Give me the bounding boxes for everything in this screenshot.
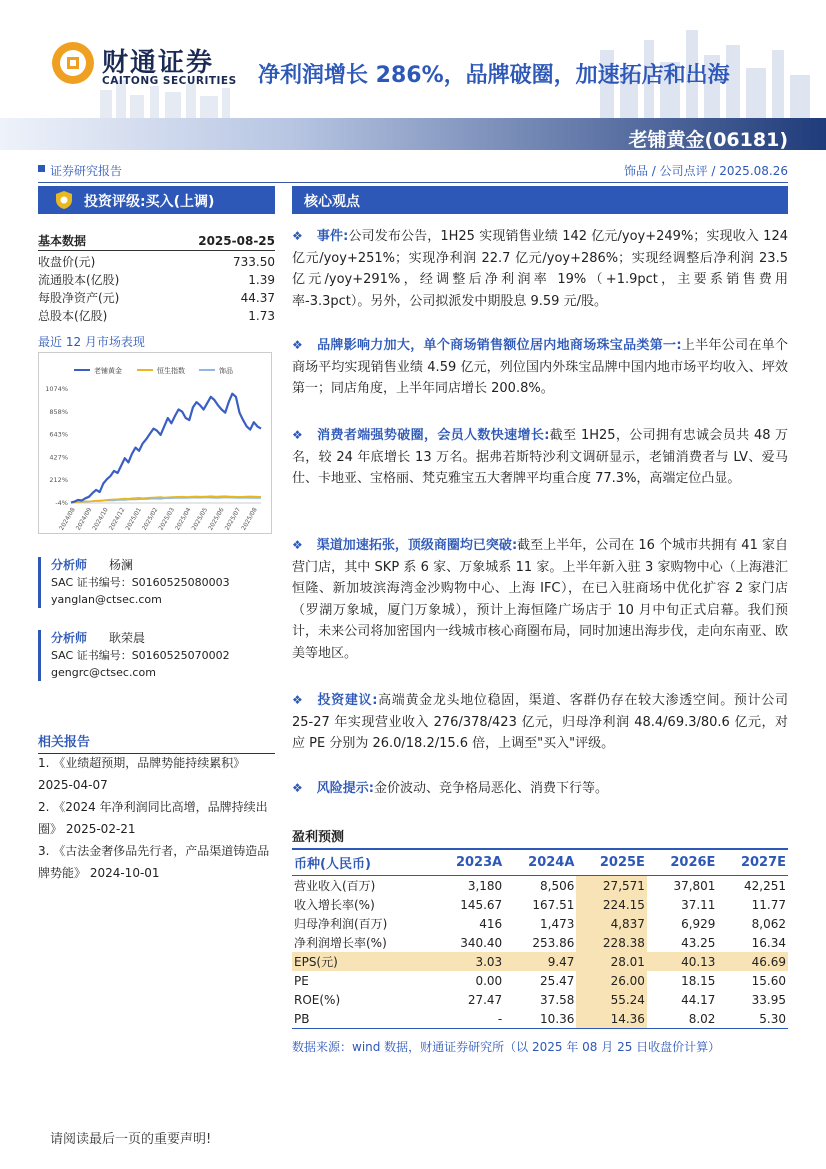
performance-chart-svg [39,353,271,533]
table-cell: 43.25 [681,935,716,950]
table-cell: 37.11 [681,897,716,912]
performance-title: 最近 12 月市场表现 [38,335,145,349]
basic-data-header [38,232,275,251]
table-cell: 33.95 [751,992,786,1007]
column-header: 2027E [717,849,788,876]
y-tick-label: 427% [49,453,68,462]
paragraph-text: 金价波动、竞争格局恶化、消费下行等。 [373,781,608,796]
caitong-logo-icon [50,40,96,86]
row-label: 收入增长率(%) [294,898,375,912]
table-row [292,933,788,952]
paragraph-lead: 消费者端强势破圈，会员人数快速增长: [317,428,550,443]
basic-data-value: 733.50 [233,255,275,269]
table-cell: 26.00 [576,971,647,990]
column-header: 2025E [576,849,647,876]
paragraph-lead: 风险提示: [316,781,374,796]
analyst-email[interactable]: gengrc@ctsec.com [51,666,156,679]
analyst-name: 耿荣晨 [109,631,146,645]
x-tick-label: 2025/01 [124,506,143,532]
shield-icon [54,190,74,210]
basic-data-row [38,253,275,271]
x-tick-label: 2025/08 [240,506,259,532]
profit-forecast-title: 盈利预测 [292,830,345,845]
table-cell: 37.58 [540,992,575,1007]
table-cell: 11.77 [751,897,786,912]
table-cell: 18.15 [681,973,716,988]
table-cell: 40.13 [647,952,718,971]
related-report-date: 2025-04-07 [38,778,108,792]
analyst-block [38,557,288,608]
table-cell: 27,571 [576,876,647,896]
related-report-link[interactable]: 3. 《古法金奢侈品先行者，产品渠道铸造品 [38,844,270,858]
table-cell: 6,929 [681,916,716,931]
row-label: 营业收入(百万) [294,879,376,893]
performance-chart [38,352,272,534]
column-header: 币种(人民币) [292,849,432,876]
core-paragraph [292,778,788,800]
diamond-bullet-icon: ❖ [292,781,303,795]
table-cell: 28.01 [576,952,647,971]
table-cell: 37,801 [673,878,716,893]
y-tick-label: 858% [49,407,68,416]
core-views-header [292,186,788,214]
table-cell: 253.86 [532,935,575,950]
x-tick-label: 2025/03 [157,506,177,532]
table-cell: 145.67 [460,897,503,912]
core-paragraph [292,335,788,400]
table-cell: 10.36 [504,1009,576,1029]
row-label: PE [294,973,309,988]
table-cell: 9.47 [504,952,576,971]
table-row [292,990,788,1009]
analyst-name: 杨澜 [109,558,134,572]
row-label: 净利润增长率(%) [294,936,387,950]
brand-name-cn: 财通证券 [102,48,215,78]
report-headline: 净利润增长 286%，品牌破圈，加速拓店和出海 [258,63,730,88]
basic-data-value: 1.39 [248,273,275,287]
square-bullet-icon [38,165,45,172]
table-row [292,971,788,990]
y-tick-label: -4% [55,499,68,507]
legend-label: 老铺黄金 [94,367,122,375]
related-reports-list [38,752,278,884]
related-report-link[interactable]: 圈》 2025-02-21 [38,822,136,836]
analyst-role: 分析师 [51,631,88,645]
table-cell: 0.00 [475,973,503,988]
rating-box [38,186,275,214]
table-cell: 8.02 [647,1009,718,1029]
table-cell: 15.60 [751,973,786,988]
disclaimer-note: 请阅读最后一页的重要声明! [50,1132,212,1147]
related-report-link[interactable]: 牌势能》 2024-10-01 [38,866,160,880]
series-line-老铺黄金 [71,394,261,503]
x-tick-label: 2025/04 [174,506,193,532]
report-header [0,0,826,150]
table-cell: 228.38 [576,933,647,952]
paragraph-lead: 渠道加速拓张，顶级商圈均已突破: [316,538,518,553]
table-cell: 340.40 [460,935,503,950]
brand-name-en: CAITONG SECURITIES [102,75,237,87]
basic-data-label: 收盘价(元) [38,255,96,269]
basic-data-value: 44.37 [240,291,275,305]
row-label: 归母净利润(百万) [294,917,388,931]
table-cell: 16.34 [751,935,786,950]
diamond-bullet-icon: ❖ [292,229,303,243]
diamond-bullet-icon: ❖ [292,538,303,552]
paragraph-text: 高端黄金龙头地位稳固，渠道、客群仍存在较大渗透空间。预计公司 25-27 年实现营业收入 276/378/423 亿元，归母净利润 48.4/69.3/80.6 亿元，对应 PE 分别为 26.0/18.2/15.6 倍，上调至"买入"评级。 [292,693,788,751]
basic-data-row [38,307,275,325]
profit-forecast-table [292,848,788,1029]
table-cell: 8,062 [751,916,786,931]
basic-data-value: 1.73 [248,309,275,323]
core-paragraph [292,226,788,312]
analyst-email[interactable]: yanglan@ctsec.com [51,593,162,606]
basic-data-row [38,271,275,289]
row-label: ROE(%) [294,992,341,1007]
paragraph-text: 上半年公司在单个商场平均实现销售业绩 4.59 亿元，列位国内外珠宝品牌中国内地市场平均收入、坪效第一；同店角度，上半年同店增长 200.8%。 [292,338,788,396]
table-cell: 416 [479,916,503,931]
table-cell: 3,180 [467,878,503,893]
table-row [292,876,788,896]
analyst-role: 分析师 [51,558,88,572]
table-cell: 25.47 [540,973,575,988]
report-type: 证券研究报告 [50,164,123,178]
table-cell: 1,473 [540,916,575,931]
table-cell: 224.15 [576,895,647,914]
basic-data-table [38,232,275,325]
table-row [292,952,788,971]
source-note: 数据来源：wind 数据，财通证券研究所（以 2025 年 08 月 25 日收盘价计算） [292,1040,721,1054]
table-cell: 4,837 [576,914,647,933]
paragraph-text: 截至上半年，公司在 16 个城市共拥有 41 家自营门店，其中 SKP 系 6 家、万象城系 11 家。上半年新入驻 3 家购物中心（上海港汇恒隆、新加坡滨海湾金沙购物中心、上海 IFC），在已入驻商场中优化扩容 2 家门店（罗湖万象城，厦门万象城），预计上海恒隆广场店于 10 月中旬正式启幕。我们预计，未来公司将加密国内一线城市核心商圈布局，同时加速出海步伐，走向东南亚、欧美等地区。 [292,538,789,661]
related-report-link[interactable]: 1. 《业绩超预期，品牌势能持续累积》 [38,756,246,770]
y-tick-label: 1074% [45,385,68,393]
column-header: 2026E [647,849,718,876]
table-cell: 46.69 [717,952,788,971]
diamond-bullet-icon: ❖ [292,693,304,707]
table-cell: 44.17 [681,992,716,1007]
paragraph-lead: 投资建议: [317,693,378,708]
report-type-row [38,160,788,183]
table-cell: 167.51 [532,897,575,912]
analyst-block [38,630,288,681]
basic-data-label: 总股本(亿股) [38,309,108,323]
row-label: PB [292,1009,432,1029]
related-reports-title: 相关报告 [38,731,275,754]
related-report-link[interactable]: 2. 《2024 年净利润同比高增，品牌持续出 [38,800,268,814]
table-row [292,895,788,914]
x-tick-label: 2025/06 [207,506,226,532]
x-tick-label: 2025/07 [223,506,243,532]
table-cell: 14.36 [576,1009,647,1029]
core-views-title: 核心观点 [304,194,360,210]
table-cell: 42,251 [744,878,786,893]
paragraph-lead: 事件: [316,229,349,244]
x-tick-label: 2024/09 [74,506,94,532]
row-label: EPS(元) [292,952,432,971]
table-row [292,914,788,933]
diamond-bullet-icon: ❖ [292,428,304,442]
table-cell: 5.30 [717,1009,788,1029]
y-tick-label: 643% [49,430,68,439]
table-cell: 3.03 [432,952,504,971]
stock-title: 老铺黄金(06181) [628,129,788,151]
column-header: 2023A [432,849,504,876]
core-paragraph [292,425,788,490]
legend-label: 恒生指数 [157,367,185,375]
x-tick-label: 2025/05 [190,506,210,532]
diamond-bullet-icon: ❖ [292,338,304,352]
paragraph-text: 截至 1H25，公司拥有忠诚会员共 48 万名，较 24 年底增长 13 万名。据弗若斯特沙利文调研显示，老铺消费者与 LV、爱马仕、卡地亚、宝格丽、梵克雅宝五大奢牌平均重合度 77.3%，高端定位凸显。 [292,428,789,486]
basic-data-row [38,289,275,307]
basic-data-label: 流通股本(亿股) [38,273,120,287]
table-cell: 8,506 [540,878,575,893]
legend-label: 饰品 [219,367,233,375]
core-paragraph [292,690,788,755]
basic-data-label: 每股净资产(元) [38,291,120,305]
paragraph-text: 公司发布公告，1H25 实现销售业绩 142 亿元/yoy+249%；实现收入 124 亿元/yoy+251%；实现净利润 22.7 亿元/yoy+286%；实现经调整后净利润 23.5 亿元/yoy+291%，经调整后净利润率 19%（+1.9pct，主要系销售费用率-3.3pct）。另外，公司拟派发中期股息 9.59 元/股。 [292,229,788,309]
rating-text: 投资评级:买入(上调) [84,194,215,210]
table-cell: 27.47 [467,992,503,1007]
x-tick-label: 2024/12 [107,506,127,532]
x-tick-label: 2025/02 [140,506,160,532]
report-meta: 饰品 / 公司点评 / 2025.08.26 [623,164,788,178]
x-tick-label: 2024/10 [91,506,110,532]
x-tick-label: 2024/08 [58,506,77,532]
basic-data-date: 2025-08-25 [198,234,275,248]
table-row [292,1009,788,1029]
table-cell: 55.24 [576,990,647,1009]
table-header-row [292,849,788,876]
basic-data-title: 基本数据 [38,234,87,248]
core-paragraph [292,535,788,664]
table-cell: - [432,1009,504,1029]
analyst-cert: SAC 证书编号：S0160525080003 [51,576,230,589]
column-header: 2024A [504,849,576,876]
y-tick-label: 212% [49,476,68,485]
paragraph-lead: 品牌影响力加大，单个商场销售额位居内地商场珠宝品类第一: [317,338,682,353]
analyst-cert: SAC 证书编号：S0160525070002 [51,649,230,662]
